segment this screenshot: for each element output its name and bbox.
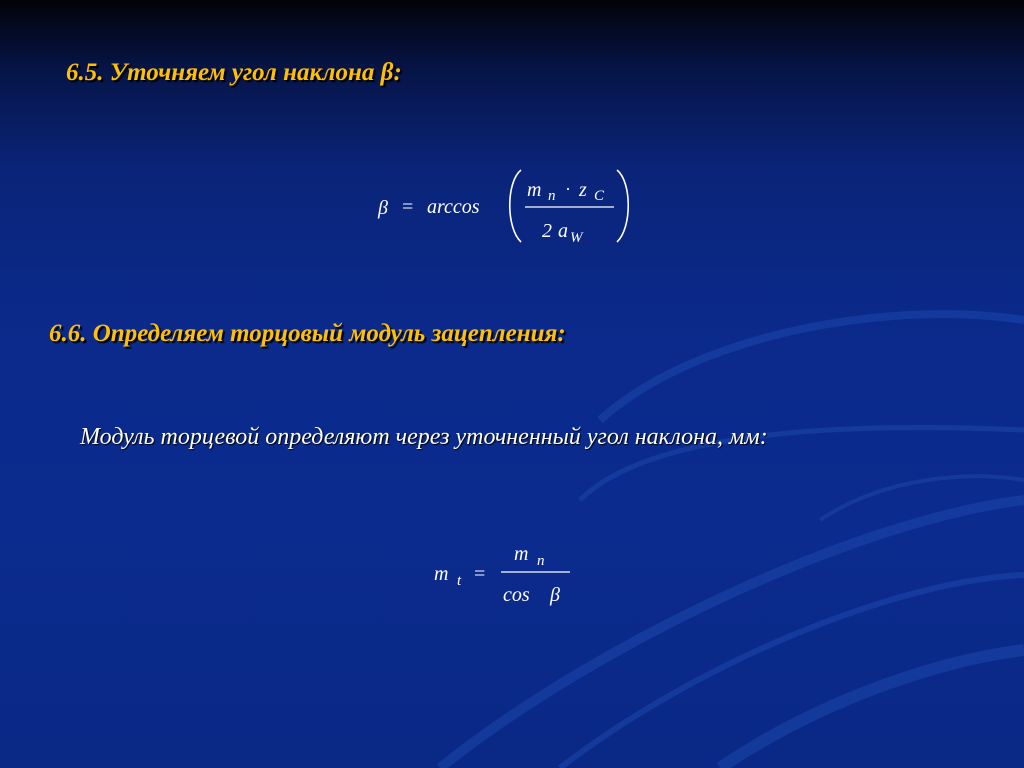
right-paren [617, 170, 628, 242]
denominator-two: 2 [542, 220, 552, 242]
heading-colon: : [393, 59, 402, 86]
body-paragraph: Модуль торцевой определяют через уточненный угол наклона, мм: [80, 424, 768, 450]
denominator-a: a [558, 220, 568, 242]
numerator-z-subscript: C [594, 188, 605, 204]
numerator-subscript: n [537, 553, 545, 569]
transverse-module-formula [426, 538, 586, 618]
denominator-beta: β [550, 584, 560, 606]
formula-arccos: arccos [427, 196, 480, 218]
denominator-cos: cos [503, 584, 530, 606]
numerator-m-subscript: n [548, 188, 556, 204]
section-heading-6-6: 6.6. Определяем торцовый модуль зацепления: [49, 320, 566, 347]
formula-equals: = [402, 196, 414, 218]
beta-arccos-formula [372, 162, 642, 252]
formula-equals: = [474, 563, 486, 585]
numerator-m: m [514, 543, 529, 565]
denominator-a-subscript: W [570, 230, 583, 246]
left-paren [510, 170, 521, 242]
numerator-z: z [579, 179, 587, 201]
numerator-dot: · [565, 179, 571, 199]
beta-symbol: β [380, 59, 394, 86]
formula-lhs-subscript: t [457, 573, 462, 589]
heading-text: 6.5. Уточняем угол наклона [66, 59, 381, 86]
formula-lhs-m: m [434, 563, 449, 585]
numerator-m: m [527, 179, 542, 201]
section-heading-6-5 [66, 59, 402, 87]
formula-beta: β [378, 197, 388, 219]
